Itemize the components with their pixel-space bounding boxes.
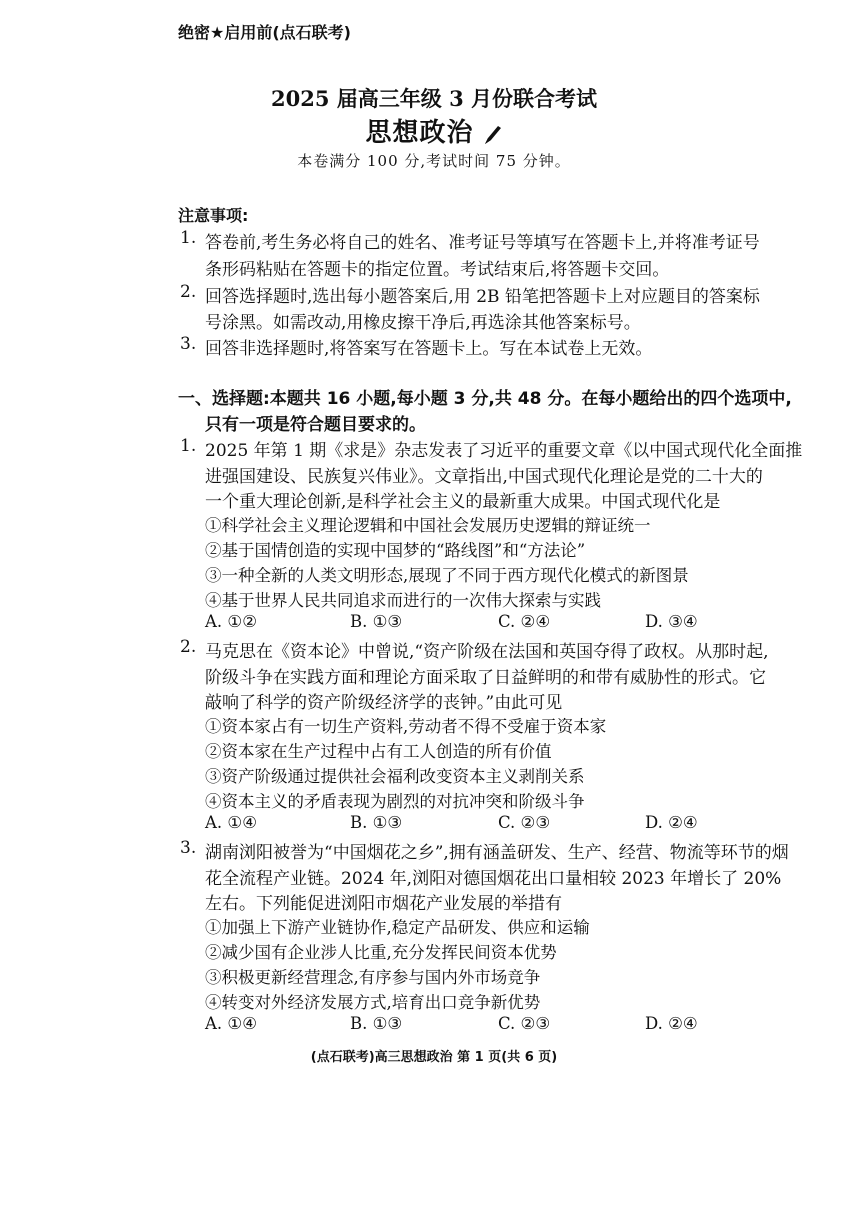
statement-option: ①资本家占有一切生产资料,劳动者不得不受雇于资本家 <box>205 717 607 736</box>
notes-heading: 注意事项: <box>178 206 249 225</box>
exam-info: 本卷满分 100 分,考试时间 75 分钟。 <box>297 152 571 170</box>
question-stem-line: 马克思在《资本论》中曾说,“资产阶级在法国和英国夺得了政权。从那时起, <box>205 642 769 662</box>
question-stem-line: 敲响了科学的资产阶级经济学的丧钟。”由此可见 <box>205 693 563 713</box>
statement-option: ④资本主义的矛盾表现为剧烈的对抗冲突和阶级斗争 <box>205 792 585 811</box>
note-line: 条形码粘贴在答题卡的指定位置。考试结束后,将答题卡交回。 <box>205 260 670 280</box>
note-line: 答卷前,考生务必将自己的姓名、准考证号等填写在答题卡上,并将准考证号 <box>205 233 760 253</box>
answer-choice-b: B. ①③ <box>350 813 403 832</box>
statement-option: ③积极更新经营理念,有序参与国内外市场竞争 <box>205 968 541 987</box>
question-stem-line: 一个重大理论创新,是科学社会主义的最新重大成果。中国式现代化是 <box>205 492 721 512</box>
statement-option: ①科学社会主义理论逻辑和中国社会发展历史逻辑的辩证统一 <box>205 516 651 535</box>
answer-choice-d: D. ③④ <box>645 612 698 631</box>
answer-choice-a: A. ①④ <box>205 1014 257 1033</box>
statement-option: ④转变对外经济发展方式,培育出口竞争新优势 <box>205 993 541 1012</box>
answer-choice-a: A. ①② <box>205 612 257 631</box>
question-stem-line: 花全流程产业链。2024 年,浏阳对德国烟花出口量相较 2023 年增长了 20% <box>205 869 782 889</box>
answer-choice-b: B. ①③ <box>350 1014 403 1033</box>
statement-option: ①加强上下游产业链协作,稳定产品研发、供应和运输 <box>205 918 590 937</box>
question-number: 2. <box>180 637 197 657</box>
secret-label: 绝密★启用前(点石联考) <box>178 23 351 42</box>
answer-choice-b: B. ①③ <box>350 612 403 631</box>
question-number: 1. <box>180 436 197 456</box>
statement-option: ②减少国有企业涉人比重,充分发挥民间资本优势 <box>205 943 557 962</box>
answer-choice-d: D. ②④ <box>645 813 698 832</box>
note-number: 1. <box>180 228 197 248</box>
question-stem-line: 进强国建设、民族复兴伟业》。文章指出,中国式现代化理论是党的二十大的 <box>205 467 763 487</box>
note-line: 回答非选择题时,将答案写在答题卡上。写在本试卷上无效。 <box>205 339 653 359</box>
answer-choice-c: C. ②③ <box>498 813 551 832</box>
note-line: 回答选择题时,选出每小题答案后,用 2B 铅笔把答题卡上对应题目的答案标 <box>205 287 760 307</box>
answer-choice-d: D. ②④ <box>645 1014 698 1033</box>
question-stem-line: 湖南浏阳被誉为“中国烟花之乡”,拥有涵盖研发、生产、经营、物流等环节的烟 <box>205 843 789 863</box>
answer-choice-a: A. ①④ <box>205 813 257 832</box>
question-stem-line: 阶级斗争在实践方面和理论方面采取了日益鲜明的和带有威胁性的形式。它 <box>205 668 766 688</box>
subject-title-row <box>0 112 868 150</box>
statement-option: ③一种全新的人类文明形态,展现了不同于西方现代化模式的新图景 <box>205 566 689 585</box>
pen-icon <box>483 124 503 150</box>
answer-choice-c: C. ②④ <box>498 612 551 631</box>
note-number: 2. <box>180 282 197 302</box>
statement-option: ③资产阶级通过提供社会福利改变资本主义剥削关系 <box>205 767 585 786</box>
exam-title: 2025 届高三年级 3 月份联合考试 <box>271 86 597 111</box>
section-title: 一、选择题:本题共 16 小题,每小题 3 分,共 48 分。在每小题给出的四个选项中, <box>178 389 792 409</box>
answer-choice-c: C. ②③ <box>498 1014 551 1033</box>
statement-option: ④基于世界人民共同追求而进行的一次伟大探索与实践 <box>205 591 601 610</box>
question-stem-line: 左右。下列能促进浏阳市烟花产业发展的举措有 <box>205 894 562 914</box>
question-number: 3. <box>180 838 197 858</box>
question-stem-line: 2025 年第 1 期《求是》杂志发表了习近平的重要文章《以中国式现代化全面推 <box>205 441 803 461</box>
statement-option: ②资本家在生产过程中占有工人创造的所有价值 <box>205 742 552 761</box>
note-number: 3. <box>180 334 197 354</box>
section-title-cont: 只有一项是符合题目要求的。 <box>205 415 426 435</box>
note-line: 号涂黑。如需改动,用橡皮擦干净后,再选涂其他答案标号。 <box>205 313 641 333</box>
statement-option: ②基于国情创造的实现中国梦的“路线图”和“方法论” <box>205 541 586 560</box>
subject-title: 思想政治 <box>365 118 474 148</box>
page-footer: (点石联考)高三思想政治 第 1 页(共 6 页) <box>310 1050 558 1065</box>
